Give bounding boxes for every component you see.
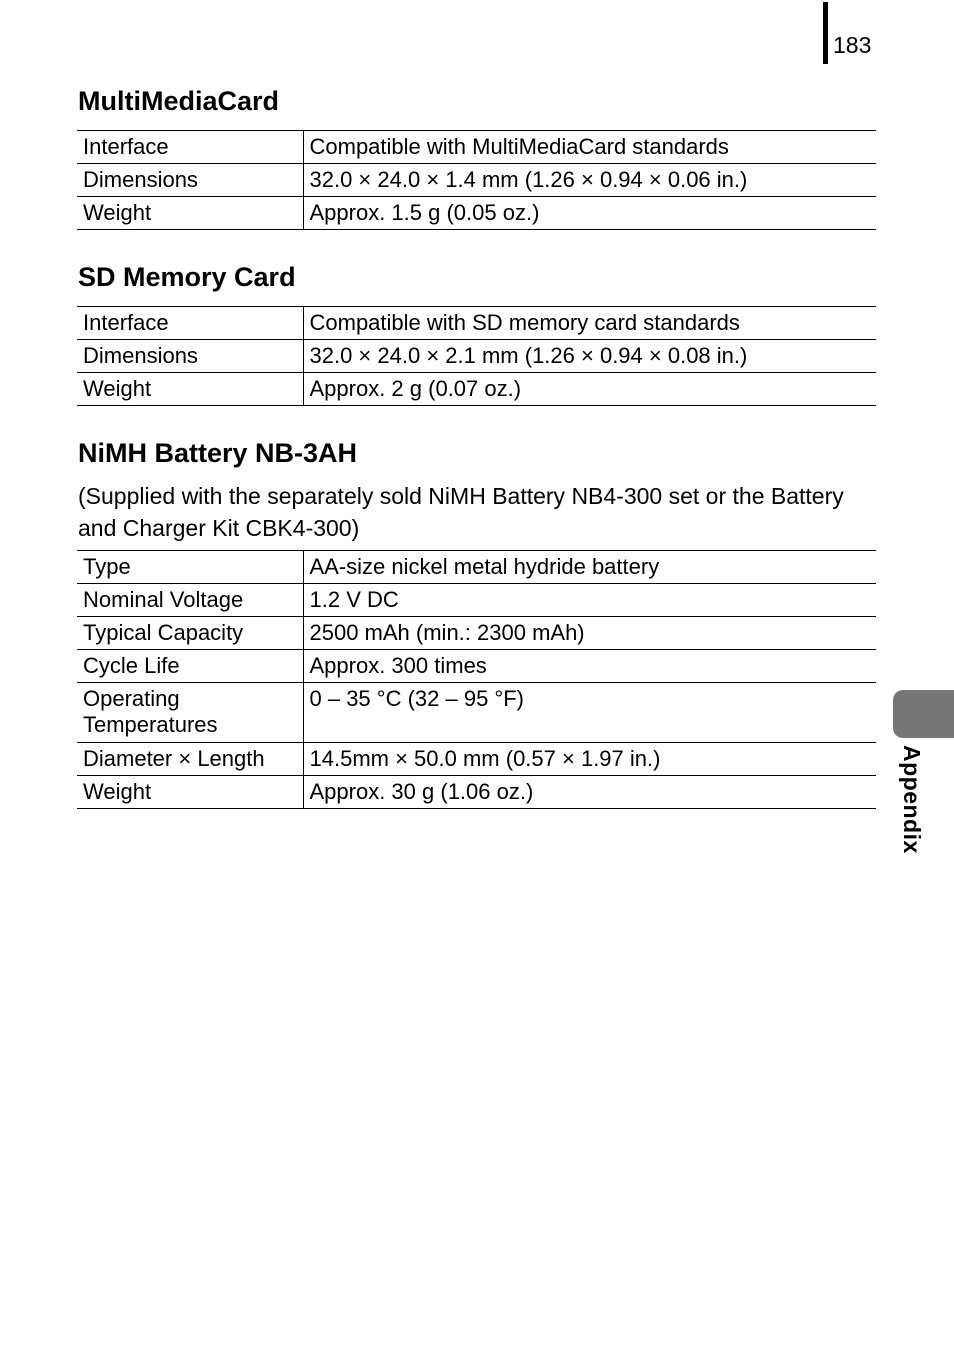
page-number: 183	[833, 32, 872, 58]
spec-value: Compatible with SD memory card standards	[303, 307, 876, 340]
spec-value: 32.0 × 24.0 × 2.1 mm (1.26 × 0.94 × 0.08 in.)	[303, 340, 876, 373]
spec-label-text: Operating Temperatures	[83, 686, 218, 737]
spec-label: Weight	[83, 376, 152, 401]
chapter-tab-label: Appendix	[899, 745, 925, 854]
table-row	[77, 340, 876, 373]
table-row	[77, 131, 876, 164]
spec-value: 0 – 35 °C (32 – 95 °F)	[303, 683, 876, 743]
spec-label: Typical Capacity	[83, 620, 244, 645]
chapter-tab	[893, 690, 954, 738]
spec-value: 2500 mAh (min.: 2300 mAh)	[303, 617, 876, 650]
spec-label: Nominal Voltage	[83, 587, 244, 612]
spec-label: Diameter × Length	[83, 746, 265, 771]
spec-value: 32.0 × 24.0 × 1.4 mm (1.26 × 0.94 × 0.06 in.)	[303, 164, 876, 197]
page-marker-bar	[823, 2, 828, 64]
spec-value: Approx. 30 g (1.06 oz.)	[303, 776, 876, 809]
spec-label: Weight	[83, 779, 152, 804]
section-intro-text: (Supplied with the separately sold NiMH Battery NB4-300 set or the Battery and Charger Kit CBK4-300)	[78, 483, 844, 541]
section-title-sd-memory-card: SD Memory Card	[78, 262, 296, 292]
spec-value: Compatible with MultiMediaCard standards	[303, 131, 876, 164]
spec-value: 1.2 V DC	[303, 584, 876, 617]
spec-value: AA-size nickel metal hydride battery	[303, 551, 876, 584]
section-title-nimh-battery: NiMH Battery NB-3AH	[78, 438, 358, 468]
spec-value: Approx. 1.5 g (0.05 oz.)	[303, 197, 876, 230]
table-row	[77, 584, 876, 617]
spec-label: Cycle Life	[83, 653, 180, 678]
table-row	[77, 683, 876, 743]
spec-table-sd-memory-card	[77, 306, 876, 406]
spec-value: Approx. 2 g (0.07 oz.)	[303, 373, 876, 406]
spec-table-multimediacard	[77, 130, 876, 230]
table-row	[77, 776, 876, 809]
table-row	[77, 164, 876, 197]
table-row	[77, 617, 876, 650]
spec-label: Dimensions	[83, 343, 198, 368]
spec-value: Approx. 300 times	[303, 650, 876, 683]
spec-table-nimh-battery	[77, 550, 876, 809]
section-title-multimediacard: MultiMediaCard	[78, 86, 280, 116]
table-row	[77, 307, 876, 340]
spec-label: Interface	[83, 310, 169, 335]
table-row	[77, 551, 876, 584]
spec-value: 14.5mm × 50.0 mm (0.57 × 1.97 in.)	[303, 743, 876, 776]
spec-label: Weight	[83, 200, 152, 225]
spec-label: Type	[83, 554, 131, 579]
table-row	[77, 373, 876, 406]
spec-label	[77, 683, 303, 743]
spec-label: Dimensions	[83, 167, 198, 192]
table-row	[77, 743, 876, 776]
spec-label: Interface	[83, 134, 169, 159]
table-row	[77, 197, 876, 230]
table-row	[77, 650, 876, 683]
